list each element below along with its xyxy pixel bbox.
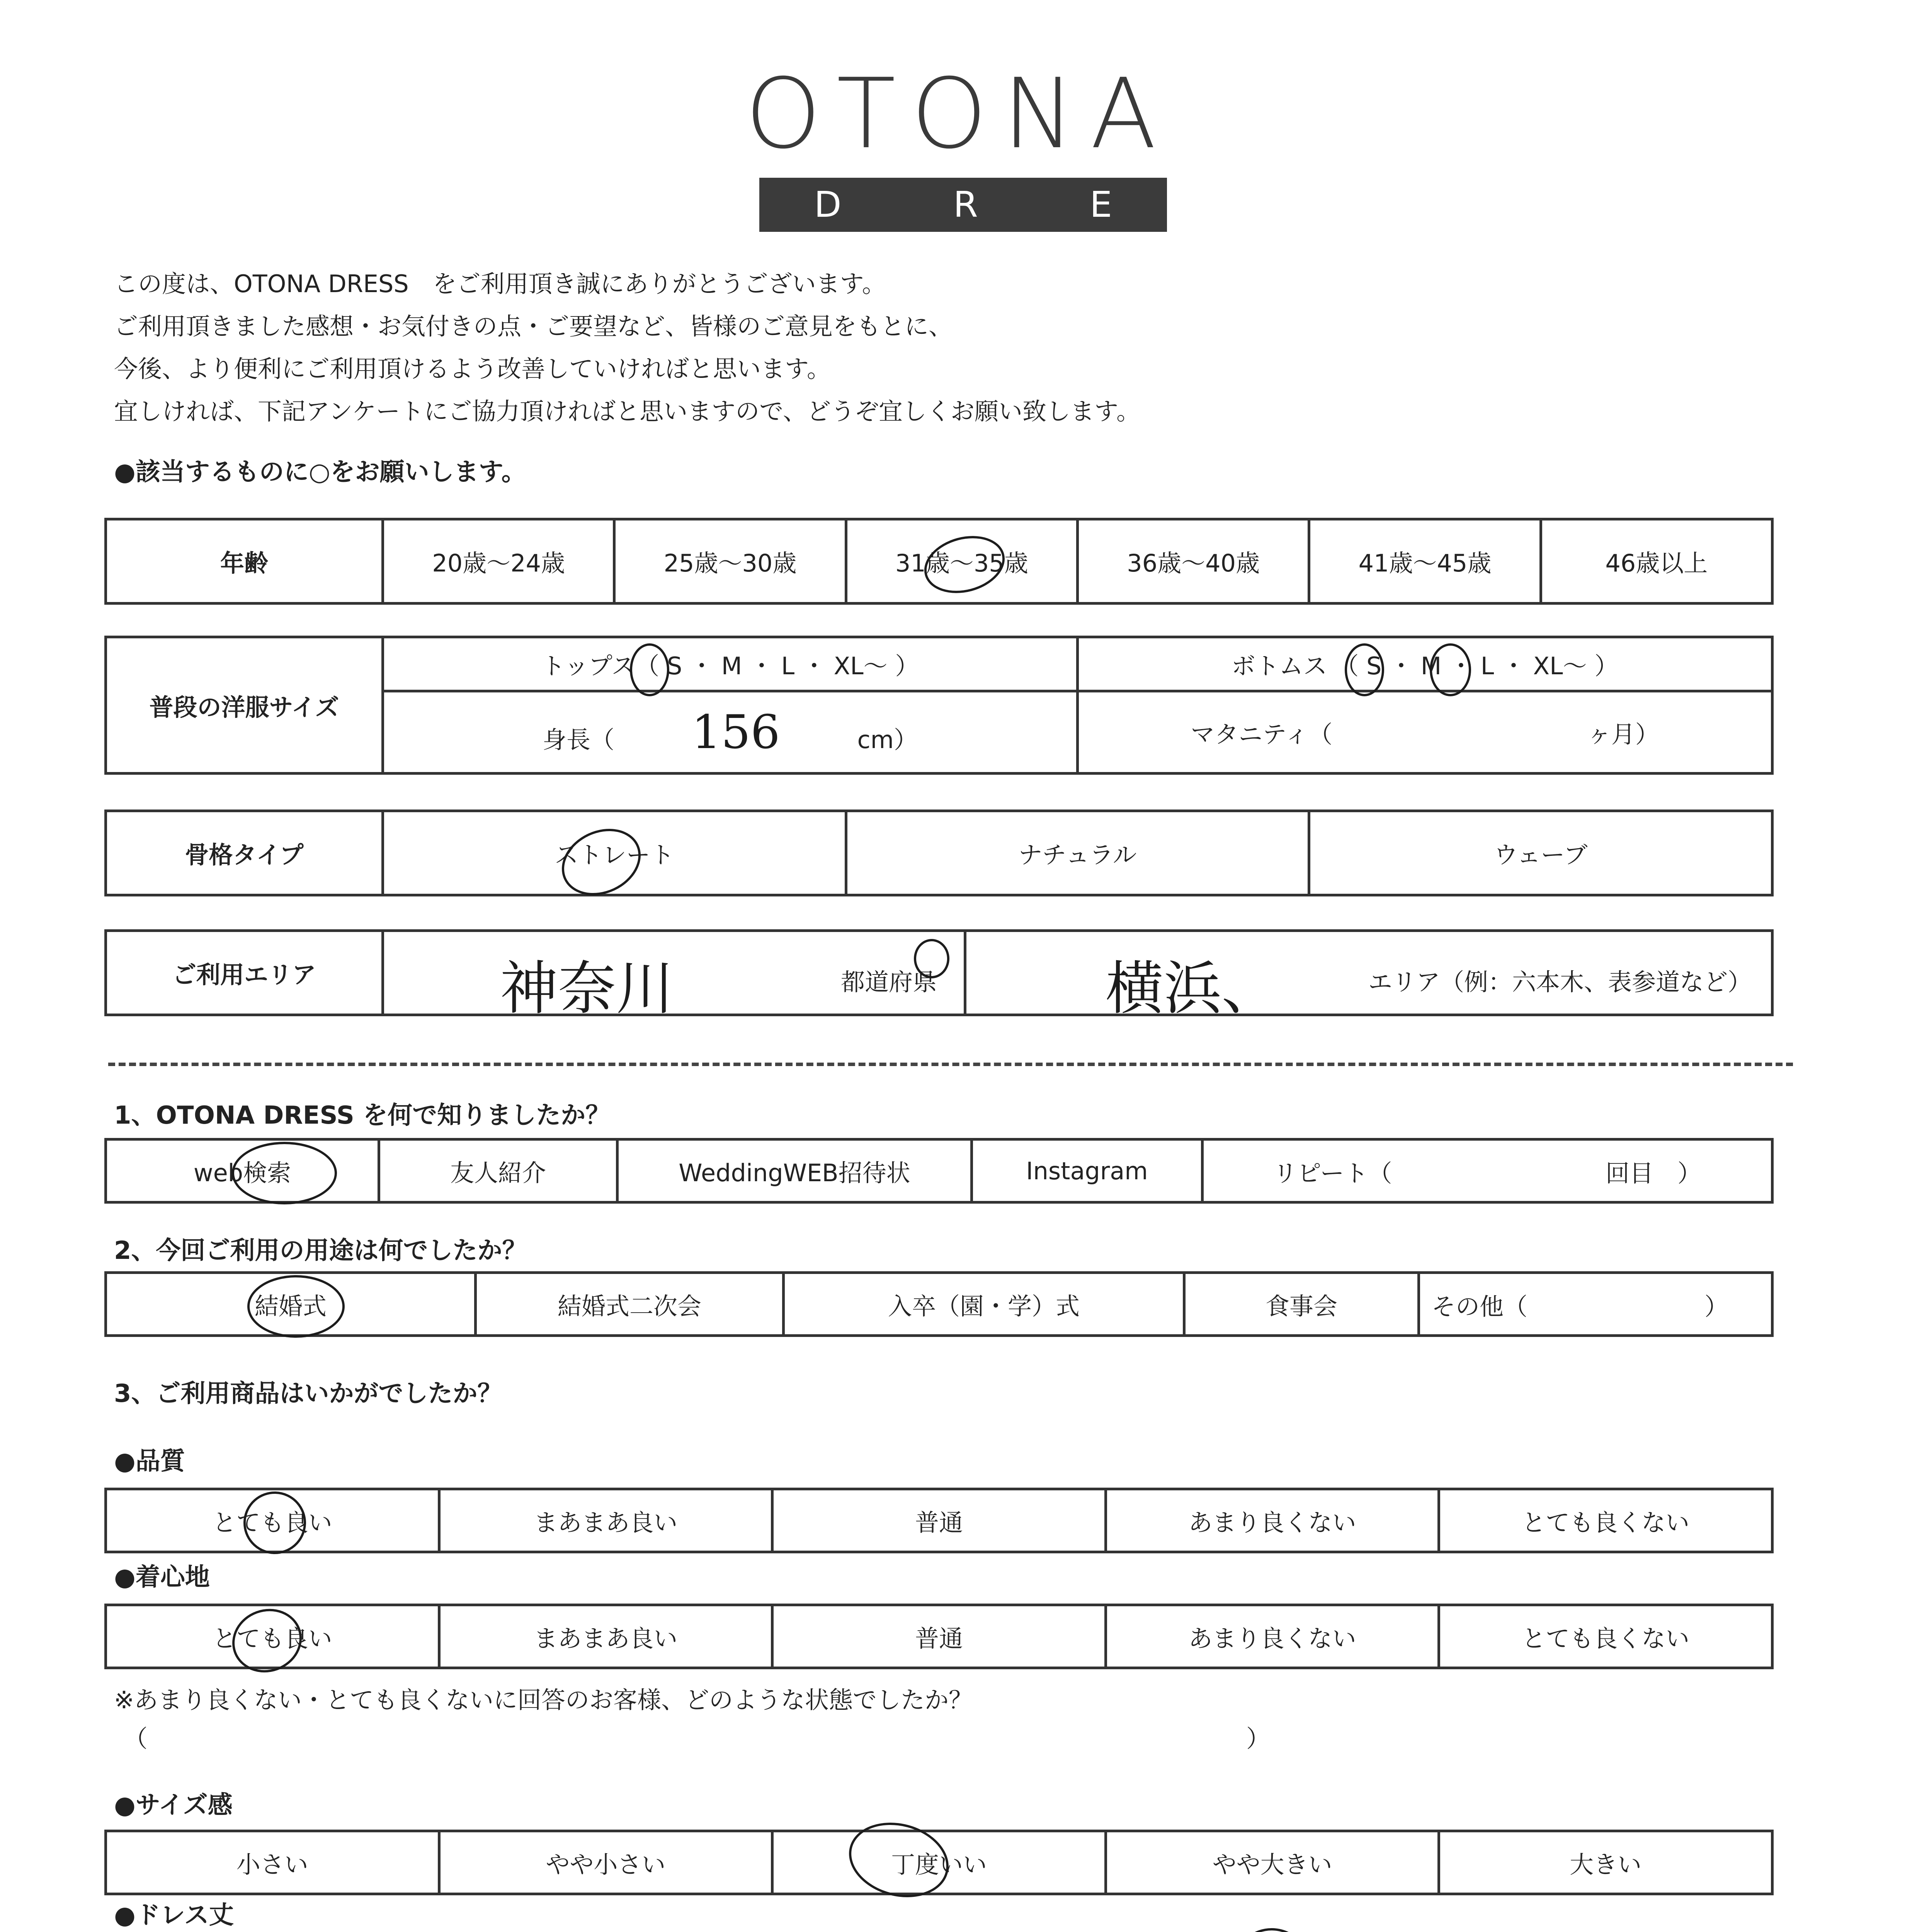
q2-option[interactable]: 食事会 <box>1184 1273 1419 1336</box>
size-feel-option[interactable]: やや大きい <box>1106 1831 1439 1894</box>
bottoms-s-circle <box>1345 643 1384 696</box>
quality-option[interactable]: 普通 <box>772 1489 1106 1552</box>
frame-table <box>104 810 1774 896</box>
area-example-label: エリア（例：六本木、表参道など） <box>1368 968 1752 996</box>
height-cell[interactable] <box>383 691 1078 774</box>
age-option[interactable]: 20歳〜24歳 <box>383 519 614 604</box>
quality-option[interactable]: まあまあ良い <box>439 1489 772 1552</box>
bottoms-m-circle <box>1430 643 1471 696</box>
q1-selected-circle <box>232 1142 337 1204</box>
quality-option[interactable]: とても良くない <box>1439 1489 1772 1552</box>
age-label: 年齢 <box>106 519 383 604</box>
size-label: 普段の洋服サイズ <box>106 637 383 774</box>
q2-option[interactable]: 結婚式 <box>106 1273 476 1336</box>
intro-text <box>114 263 1140 433</box>
comfort-option[interactable]: とても良くない <box>1439 1605 1772 1668</box>
repeat-cell[interactable] <box>1203 1139 1772 1202</box>
comfort-answer-close[interactable]: ） <box>1246 1725 1271 1753</box>
height-suffix: cm） <box>857 725 918 754</box>
age-option[interactable]: 36歳〜40歳 <box>1077 519 1309 604</box>
tops-s-circle <box>630 643 669 696</box>
q1-title: 1、OTONA DRESS を何で知りましたか？ <box>114 1101 611 1130</box>
comfort-answer-open: （ <box>124 1725 148 1753</box>
q2-selected-circle <box>247 1275 345 1338</box>
prefecture-value: 神奈川 <box>500 955 674 1022</box>
length-label: ●ドレス丈 <box>114 1901 234 1930</box>
size-feel-option[interactable]: 丁度いい <box>772 1831 1106 1894</box>
age-option[interactable]: 25歳〜30歳 <box>614 519 846 604</box>
repeat-label: リピート（ <box>1273 1159 1392 1187</box>
quality-table <box>104 1488 1774 1553</box>
area-cell[interactable] <box>965 931 1772 1022</box>
quality-option[interactable]: あまり良くない <box>1106 1489 1439 1552</box>
size-feel-label: ●サイズ感 <box>114 1791 233 1820</box>
comfort-option[interactable]: あまり良くない <box>1106 1605 1439 1668</box>
size-feel-option[interactable]: 大きい <box>1439 1831 1772 1894</box>
repeat-count-suffix: 回目 ） <box>1605 1159 1701 1187</box>
q2-title: 2、今回ご利用の用途は何でしたか？ <box>114 1236 527 1265</box>
other-cell[interactable] <box>1419 1273 1772 1336</box>
q1-option[interactable]: WeddingWEB招待状 <box>617 1139 972 1202</box>
maternity-cell[interactable] <box>1078 691 1772 774</box>
maternity-suffix: ヶ月） <box>1587 720 1659 748</box>
q2-option[interactable]: 入卒（園・学）式 <box>784 1273 1184 1336</box>
other-label: その他（ <box>1432 1293 1528 1321</box>
area-value: 横浜、 <box>1106 955 1280 1022</box>
q1-option[interactable]: web検索 <box>106 1139 379 1202</box>
comfort-note: ※あまり良くない・とても良くないに回答のお客様、どのような状態でしたか？ <box>114 1686 973 1714</box>
q1-option[interactable]: 友人紹介 <box>379 1139 617 1202</box>
size-feel-option[interactable]: 小さい <box>106 1831 439 1894</box>
circle-instruction: ●該当するものに○をお願いします。 <box>114 458 526 486</box>
height-prefix: 身長（ <box>543 725 615 754</box>
intro-line: 今後、より便利にご利用頂けるよう改善していければと思います。 <box>114 355 831 383</box>
comfort-option[interactable]: 普通 <box>772 1605 1106 1668</box>
height-value: 156 <box>691 705 780 759</box>
maternity-prefix: マタニティ（ <box>1191 720 1333 748</box>
q2-table <box>104 1271 1774 1337</box>
size-table <box>104 636 1774 775</box>
frame-label: 骨格タイプ <box>106 811 383 895</box>
prefecture-label: 都道府県 <box>840 968 937 996</box>
section-divider <box>108 1063 1793 1066</box>
logo-sub-band: D R E S S <box>759 178 1167 232</box>
intro-line: この度は、OTONA DRESS をご利用頂き誠にありがとうございます。 <box>114 270 886 298</box>
prefecture-cell[interactable] <box>383 931 965 1022</box>
comfort-option[interactable]: まあまあ良い <box>439 1605 772 1668</box>
age-option[interactable]: 46歳以上 <box>1541 519 1772 604</box>
logo-text: OTONA <box>745 58 1172 170</box>
other-close: ） <box>1704 1293 1728 1321</box>
comfort-option[interactable]: とても良い <box>106 1605 439 1668</box>
q1-table <box>104 1138 1774 1204</box>
intro-line: 宜しければ、下記アンケートにご協力頂ければと思いますので、どうぞ宜しくお願い致します。 <box>114 397 1141 425</box>
area-label: ご利用エリア <box>106 931 383 1015</box>
length-selected-circle <box>1226 1922 1317 1932</box>
size-feel-option[interactable]: やや小さい <box>439 1831 772 1894</box>
q2-option[interactable]: 結婚式二次会 <box>476 1273 784 1336</box>
prefecture-circle <box>914 939 949 978</box>
intro-line: ご利用頂きました感想・お気付きの点・ご要望など、皆様のご意見をもとに、 <box>114 312 953 340</box>
comfort-label: ●着心地 <box>114 1563 210 1592</box>
quality-label: ●品質 <box>114 1447 185 1476</box>
tops-sizes[interactable]: トップス（ S ・ M ・ L ・ XL〜 ） <box>383 637 1078 691</box>
q3-title: 3、ご利用商品はいかがでしたか？ <box>114 1379 502 1408</box>
frame-option[interactable]: ウェーブ <box>1309 811 1772 895</box>
q1-option[interactable]: Instagram <box>972 1139 1203 1202</box>
quality-option[interactable]: とても良い <box>106 1489 439 1552</box>
comfort-table <box>104 1604 1774 1669</box>
frame-option[interactable]: ナチュラル <box>846 811 1309 895</box>
age-option[interactable]: 31歳〜35歳 <box>846 519 1077 604</box>
frame-option[interactable]: ストレート <box>383 811 846 895</box>
age-option[interactable]: 41歳〜45歳 <box>1309 519 1541 604</box>
bottoms-sizes[interactable]: ボトムス （ S ・ M ・ L ・ XL〜 ） <box>1078 637 1772 691</box>
